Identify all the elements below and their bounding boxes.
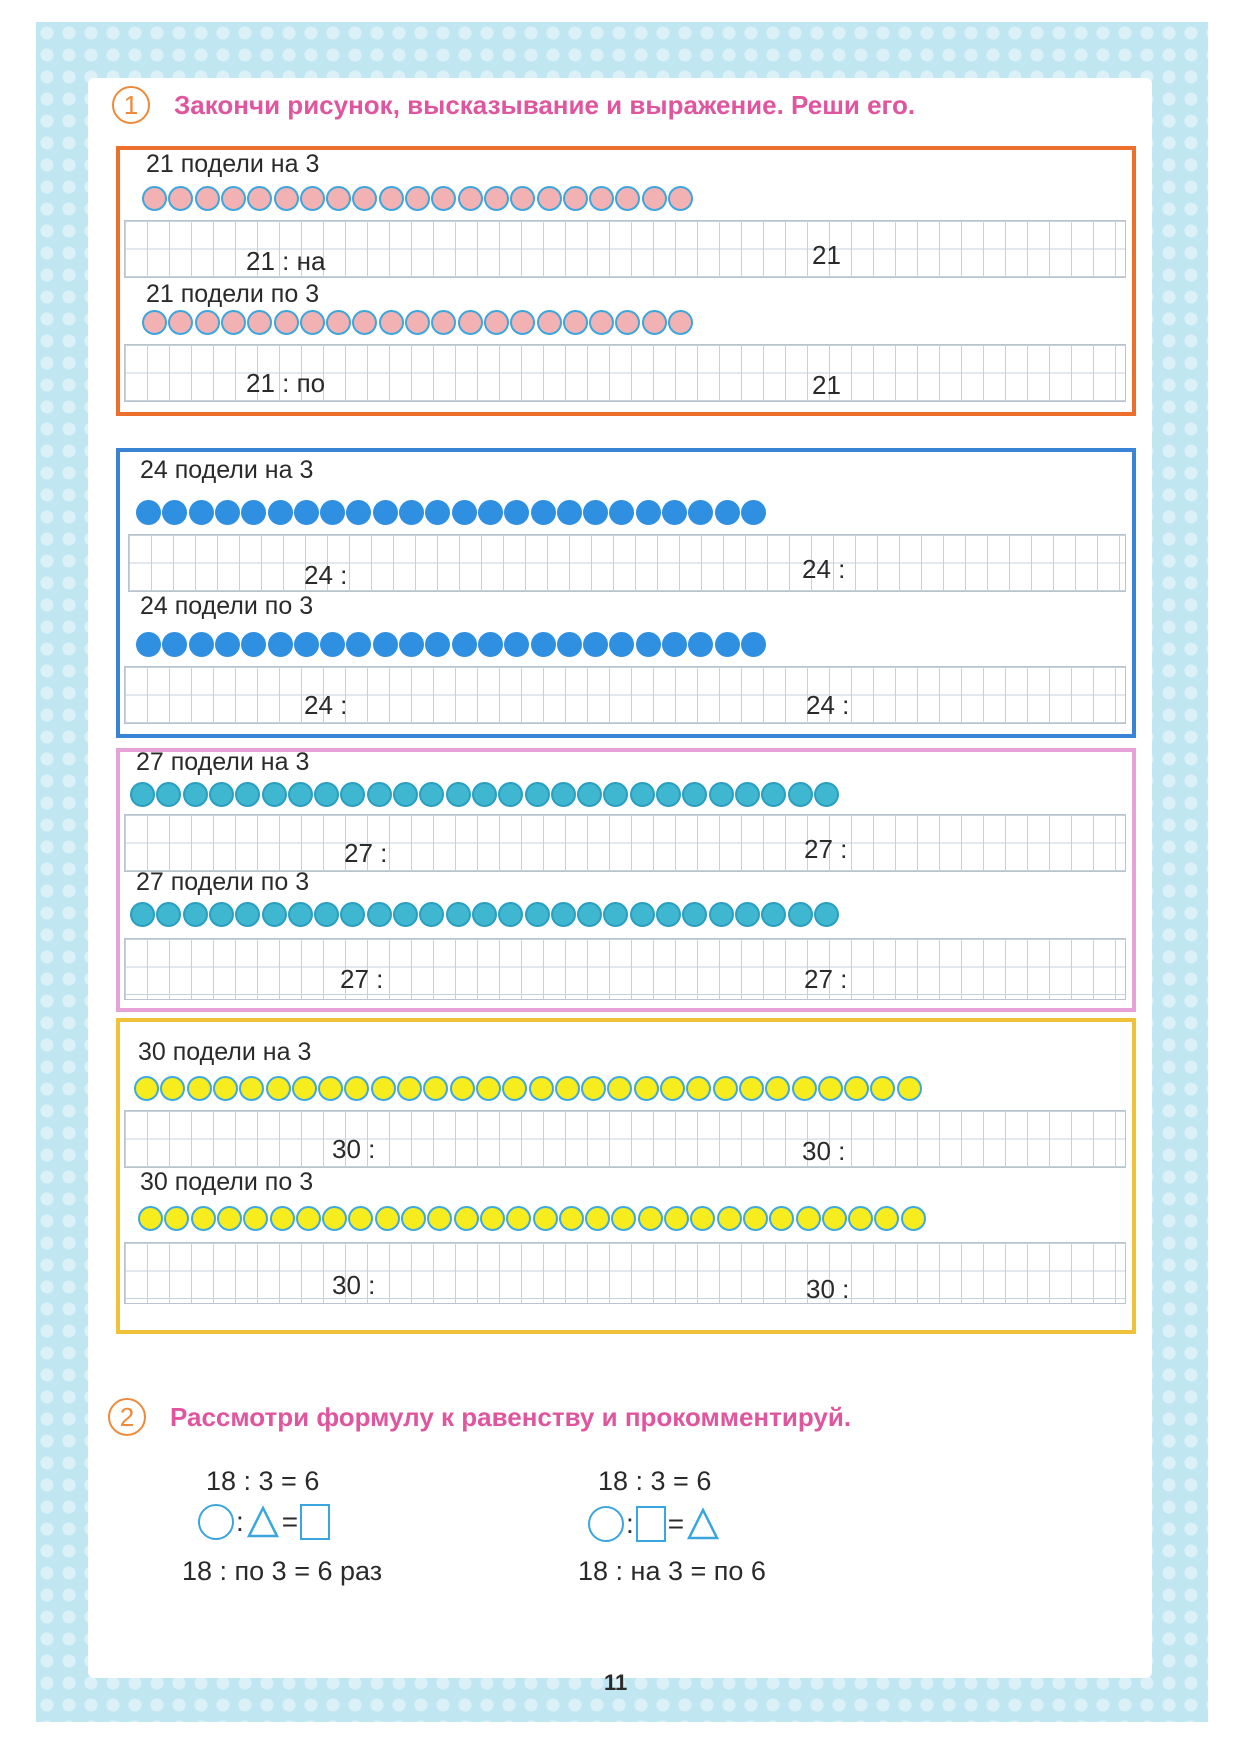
counter-dot: [268, 632, 293, 657]
counter-dot: [662, 500, 687, 525]
panel-27: [116, 748, 1136, 1012]
counter-dot: [405, 310, 430, 335]
panel-21-row1-expr-left: 21 : на: [246, 246, 326, 276]
panel-24: [116, 448, 1136, 738]
panel-21-row2-expr-left: 21 : по: [246, 368, 326, 398]
counter-dot: [563, 310, 588, 335]
counter-dot: [379, 186, 404, 211]
counter-dot: [300, 310, 325, 335]
panel-21-row1-dots: [142, 186, 722, 214]
counter-dot: [551, 902, 576, 927]
counter-dot: [690, 1206, 715, 1231]
panel-27-row1-label: 27 подели на 3: [136, 748, 310, 776]
counter-dot: [741, 632, 766, 657]
counter-dot: [555, 1076, 580, 1101]
circle-shape-icon: [588, 1506, 624, 1542]
panel-27-row1-dots: [130, 782, 850, 810]
counter-dot: [537, 310, 562, 335]
counter-dot: [239, 1076, 264, 1101]
panel-21-row2-dots: [142, 310, 722, 338]
panel-27-row2-expr-left: 27 :: [340, 964, 384, 994]
counter-dot: [709, 902, 734, 927]
counter-dot: [660, 1076, 685, 1101]
counter-dot: [446, 902, 471, 927]
counter-dot: [583, 632, 608, 657]
counter-dot: [848, 1206, 873, 1231]
counter-dot: [472, 902, 497, 927]
counter-dot: [215, 632, 240, 657]
circle-shape-icon: [198, 1504, 234, 1540]
counter-dot: [735, 902, 760, 927]
triangle-shape-icon: [686, 1507, 720, 1541]
counter-dot: [346, 632, 371, 657]
counter-dot: [662, 632, 687, 657]
counter-dot: [367, 782, 392, 807]
counter-dot: [209, 782, 234, 807]
counter-dot: [221, 310, 246, 335]
counter-dot: [583, 500, 608, 525]
counter-dot: [761, 782, 786, 807]
counter-dot: [162, 500, 187, 525]
counter-dot: [901, 1206, 926, 1231]
panel-27-row2-grid[interactable]: [124, 938, 1126, 1000]
counter-dot: [897, 1076, 922, 1101]
task2-right-equation: 18 : 3 = 6: [598, 1466, 712, 1496]
counter-dot: [142, 186, 167, 211]
counter-dot: [401, 1206, 426, 1231]
counter-dot: [168, 186, 193, 211]
task2-title: Рассмотри формулу к равенству и прокомментируй.: [170, 1401, 852, 1432]
counter-dot: [270, 1206, 295, 1231]
counter-dot: [525, 902, 550, 927]
counter-dot: [288, 782, 313, 807]
counter-dot: [134, 1076, 159, 1101]
counter-dot: [458, 310, 483, 335]
counter-dot: [431, 310, 456, 335]
counter-dot: [472, 782, 497, 807]
counter-dot: [235, 902, 260, 927]
counter-dot: [788, 782, 813, 807]
counter-dot: [563, 186, 588, 211]
counter-dot: [688, 632, 713, 657]
counter-dot: [318, 1076, 343, 1101]
counter-dot: [735, 782, 760, 807]
counter-dot: [615, 186, 640, 211]
panel-30-row2-expr-right: 30 :: [806, 1274, 850, 1304]
counter-dot: [367, 902, 392, 927]
counter-dot: [379, 310, 404, 335]
panel-24-row1-expr-left: 24 :: [304, 560, 348, 590]
counter-dot: [642, 310, 667, 335]
counter-dot: [142, 310, 167, 335]
square-shape-icon: [300, 1504, 330, 1540]
counter-dot: [688, 500, 713, 525]
counter-dot: [136, 500, 161, 525]
panel-30-row1-expr-right: 30 :: [802, 1136, 846, 1166]
counter-dot: [399, 632, 424, 657]
counter-dot: [581, 1076, 606, 1101]
panel-30: [116, 1018, 1136, 1334]
counter-dot: [160, 1076, 185, 1101]
counter-dot: [320, 632, 345, 657]
panel-27-row1-expr-right: 27 :: [804, 834, 848, 864]
panel-24-row1-grid[interactable]: [128, 534, 1126, 592]
counter-dot: [739, 1076, 764, 1101]
counter-dot: [373, 500, 398, 525]
counter-dot: [510, 186, 535, 211]
counter-dot: [450, 1076, 475, 1101]
counter-dot: [348, 1206, 373, 1231]
counter-dot: [609, 632, 634, 657]
counter-dot: [717, 1206, 742, 1231]
panel-27-row1-grid[interactable]: [124, 814, 1126, 872]
counter-dot: [130, 902, 155, 927]
panel-24-row1-dots: [136, 500, 776, 528]
counter-dot: [551, 782, 576, 807]
counter-dot: [814, 902, 839, 927]
task2-right-eq: =: [667, 1508, 685, 1539]
task2-right-op: :: [626, 1508, 634, 1539]
counter-dot: [294, 632, 319, 657]
panel-24-row2-grid[interactable]: [124, 666, 1126, 724]
counter-dot: [213, 1076, 238, 1101]
counter-dot: [609, 500, 634, 525]
counter-dot: [796, 1206, 821, 1231]
counter-dot: [425, 632, 450, 657]
counter-dot: [502, 1076, 527, 1101]
panel-24-row2-expr-left: 24 :: [304, 690, 348, 720]
counter-dot: [262, 782, 287, 807]
task2-left-formula: [198, 1504, 330, 1540]
task1-heading: [112, 86, 915, 124]
counter-dot: [636, 632, 661, 657]
counter-dot: [452, 632, 477, 657]
counter-dot: [585, 1206, 610, 1231]
counter-dot: [452, 500, 477, 525]
counter-dot: [375, 1206, 400, 1231]
counter-dot: [537, 186, 562, 211]
counter-dot: [531, 500, 556, 525]
counter-dot: [484, 186, 509, 211]
counter-dot: [607, 1076, 632, 1101]
counter-dot: [557, 500, 582, 525]
counter-dot: [506, 1206, 531, 1231]
counter-dot: [577, 902, 602, 927]
counter-dot: [322, 1206, 347, 1231]
panel-24-row2-dots: [136, 632, 776, 660]
counter-dot: [478, 500, 503, 525]
counter-dot: [480, 1206, 505, 1231]
counter-dot: [320, 500, 345, 525]
panel-30-row2-expr-left: 30 :: [332, 1270, 376, 1300]
counter-dot: [352, 310, 377, 335]
counter-dot: [130, 782, 155, 807]
counter-dot: [262, 902, 287, 927]
panel-21-row2-expr-right: 21: [812, 370, 841, 400]
counter-dot: [557, 632, 582, 657]
counter-dot: [314, 902, 339, 927]
counter-dot: [300, 186, 325, 211]
counter-dot: [393, 902, 418, 927]
counter-dot: [419, 902, 444, 927]
counter-dot: [715, 500, 740, 525]
counter-dot: [533, 1206, 558, 1231]
counter-dot: [589, 186, 614, 211]
counter-dot: [344, 1076, 369, 1101]
counter-dot: [221, 186, 246, 211]
counter-dot: [168, 310, 193, 335]
counter-dot: [419, 782, 444, 807]
counter-dot: [741, 500, 766, 525]
counter-dot: [769, 1206, 794, 1231]
counter-dot: [294, 500, 319, 525]
counter-dot: [235, 782, 260, 807]
counter-dot: [765, 1076, 790, 1101]
counter-dot: [183, 782, 208, 807]
counter-dot: [217, 1206, 242, 1231]
panel-21-row2-label: 21 подели по 3: [146, 280, 320, 308]
page-number: 11: [604, 1670, 628, 1695]
counter-dot: [476, 1076, 501, 1101]
counter-dot: [761, 902, 786, 927]
counter-dot: [183, 902, 208, 927]
panel-30-row1-expr-left: 30 :: [332, 1134, 376, 1164]
counter-dot: [458, 186, 483, 211]
panel-24-row1-label: 24 подели на 3: [140, 456, 314, 484]
counter-dot: [241, 632, 266, 657]
counter-dot: [187, 1076, 212, 1101]
task1-number-circle: 1: [112, 86, 150, 124]
task1-title: Закончи рисунок, высказывание и выражение. Реши его.: [174, 89, 916, 120]
counter-dot: [870, 1076, 895, 1101]
counter-dot: [138, 1206, 163, 1231]
panel-30-row1-dots: [134, 1076, 934, 1104]
counter-dot: [373, 632, 398, 657]
counter-dot: [371, 1076, 396, 1101]
counter-dot: [314, 782, 339, 807]
counter-dot: [352, 186, 377, 211]
counter-dot: [393, 782, 418, 807]
counter-dot: [427, 1206, 452, 1231]
counter-dot: [484, 310, 509, 335]
panel-24-row2-label: 24 подели по 3: [140, 592, 314, 620]
counter-dot: [346, 500, 371, 525]
panel-21: [116, 146, 1136, 416]
counter-dot: [425, 500, 450, 525]
counter-dot: [162, 632, 187, 657]
triangle-shape-icon: [246, 1505, 280, 1539]
panel-27-row2-dots: [130, 902, 850, 930]
counter-dot: [241, 500, 266, 525]
counter-dot: [504, 500, 529, 525]
counter-dot: [405, 186, 430, 211]
counter-dot: [525, 782, 550, 807]
square-shape-icon: [636, 1506, 666, 1542]
panel-21-row1-expr-right: 21: [812, 240, 841, 270]
counter-dot: [215, 500, 240, 525]
counter-dot: [296, 1206, 321, 1231]
counter-dot: [292, 1076, 317, 1101]
counter-dot: [326, 310, 351, 335]
counter-dot: [510, 310, 535, 335]
panel-27-row2-label: 27 подели по 3: [136, 868, 310, 896]
counter-dot: [164, 1206, 189, 1231]
counter-dot: [136, 632, 161, 657]
counter-dot: [268, 500, 293, 525]
counter-dot: [340, 902, 365, 927]
counter-dot: [682, 902, 707, 927]
counter-dot: [529, 1076, 554, 1101]
task2-right-statement: 18 : на 3 = по 6: [578, 1556, 766, 1586]
counter-dot: [423, 1076, 448, 1101]
task2-number-circle: 2: [108, 1398, 146, 1436]
counter-dot: [818, 1076, 843, 1101]
counter-dot: [577, 782, 602, 807]
counter-dot: [454, 1206, 479, 1231]
counter-dot: [266, 1076, 291, 1101]
counter-dot: [713, 1076, 738, 1101]
counter-dot: [615, 310, 640, 335]
task2-left-eq: =: [281, 1506, 299, 1537]
panel-30-row2-dots: [138, 1206, 938, 1234]
counter-dot: [715, 632, 740, 657]
counter-dot: [844, 1076, 869, 1101]
counter-dot: [243, 1206, 268, 1231]
counter-dot: [668, 310, 693, 335]
counter-dot: [288, 902, 313, 927]
counter-dot: [638, 1206, 663, 1231]
counter-dot: [668, 186, 693, 211]
counter-dot: [686, 1076, 711, 1101]
counter-dot: [504, 632, 529, 657]
counter-dot: [274, 186, 299, 211]
counter-dot: [274, 310, 299, 335]
counter-dot: [498, 902, 523, 927]
counter-dot: [431, 186, 456, 211]
counter-dot: [630, 782, 655, 807]
counter-dot: [630, 902, 655, 927]
counter-dot: [874, 1206, 899, 1231]
counter-dot: [531, 632, 556, 657]
counter-dot: [682, 782, 707, 807]
counter-dot: [709, 782, 734, 807]
panel-30-row1-grid[interactable]: [124, 1110, 1126, 1168]
counter-dot: [209, 902, 234, 927]
task2-left-op: :: [236, 1506, 244, 1537]
panel-27-row2-expr-right: 27 :: [804, 964, 848, 994]
panel-30-row1-label: 30 подели на 3: [138, 1038, 312, 1066]
counter-dot: [634, 1076, 659, 1101]
panel-21-row1-label: 21 подели на 3: [146, 150, 320, 178]
task2-heading: [108, 1398, 851, 1436]
counter-dot: [636, 500, 661, 525]
counter-dot: [397, 1076, 422, 1101]
panel-30-row2-grid[interactable]: [124, 1242, 1126, 1304]
counter-dot: [399, 500, 424, 525]
panel-30-row2-label: 30 подели по 3: [140, 1168, 314, 1196]
counter-dot: [603, 902, 628, 927]
counter-dot: [642, 186, 667, 211]
counter-dot: [656, 782, 681, 807]
counter-dot: [189, 500, 214, 525]
panel-24-row2-expr-right: 24 :: [806, 690, 850, 720]
counter-dot: [814, 782, 839, 807]
panel-27-row1-expr-left: 27 :: [344, 838, 388, 868]
counter-dot: [788, 902, 813, 927]
counter-dot: [792, 1076, 817, 1101]
panel-24-row1-expr-right: 24 :: [802, 554, 846, 584]
counter-dot: [340, 782, 365, 807]
counter-dot: [191, 1206, 216, 1231]
counter-dot: [326, 186, 351, 211]
counter-dot: [822, 1206, 847, 1231]
counter-dot: [743, 1206, 768, 1231]
counter-dot: [195, 186, 220, 211]
counter-dot: [589, 310, 614, 335]
counter-dot: [656, 902, 681, 927]
counter-dot: [498, 782, 523, 807]
counter-dot: [156, 902, 181, 927]
counter-dot: [559, 1206, 584, 1231]
task2-left-statement: 18 : по 3 = 6 раз: [182, 1556, 383, 1586]
counter-dot: [195, 310, 220, 335]
task2-left-equation: 18 : 3 = 6: [206, 1466, 320, 1496]
counter-dot: [611, 1206, 636, 1231]
counter-dot: [446, 782, 471, 807]
counter-dot: [247, 186, 272, 211]
counter-dot: [478, 632, 503, 657]
counter-dot: [156, 782, 181, 807]
counter-dot: [664, 1206, 689, 1231]
counter-dot: [603, 782, 628, 807]
counter-dot: [247, 310, 272, 335]
task2-right-formula: [588, 1506, 720, 1542]
counter-dot: [189, 632, 214, 657]
